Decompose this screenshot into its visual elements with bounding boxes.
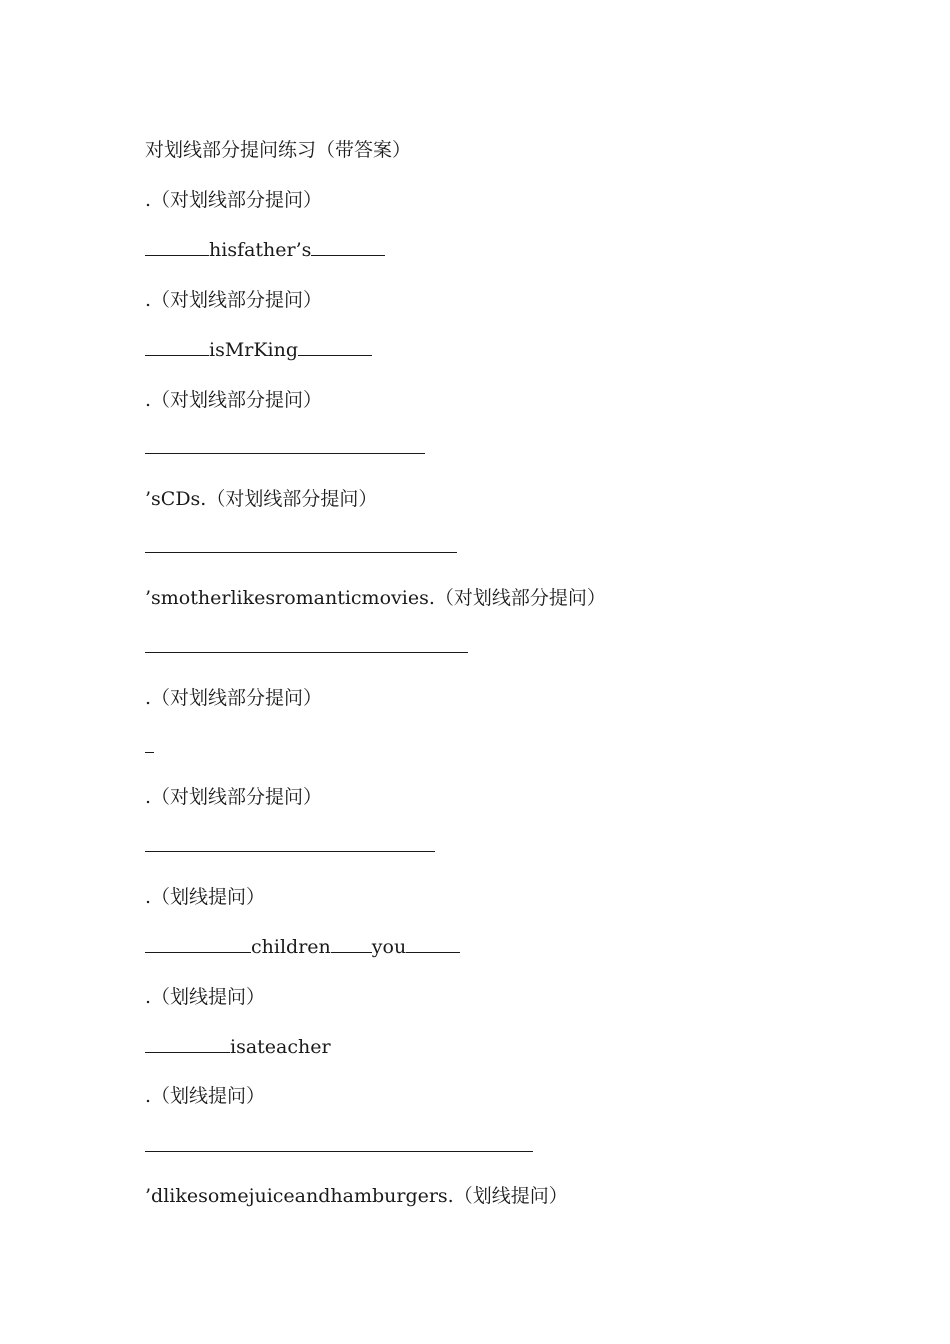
answer-blank: [145, 354, 209, 356]
answer-blank: [311, 254, 385, 256]
answer-blank: [406, 951, 460, 953]
answer-line: [145, 1035, 331, 1059]
answer-line: [145, 1134, 533, 1158]
answer-line: [145, 436, 425, 460]
question-prompt: .（对划线部分提问）: [145, 189, 323, 211]
question-prompt: ’smotherlikesromanticmovies.（对划线部分提问）: [145, 587, 606, 609]
answer-blank: [145, 651, 468, 653]
answer-text: children: [251, 936, 331, 958]
answer-blank: [145, 951, 251, 953]
answer-line: [145, 238, 385, 262]
answer-line: [145, 535, 457, 559]
answer-blank: [145, 1051, 230, 1053]
question-prompt: .（对划线部分提问）: [145, 289, 323, 311]
answer-blank: [145, 1150, 533, 1152]
answer-line: [145, 338, 372, 362]
answer-line: [145, 935, 460, 959]
answer-line: [145, 735, 154, 759]
document-title: 对划线部分提问练习（带答案）: [145, 139, 412, 161]
answer-text: isateacher: [230, 1036, 331, 1058]
question-prompt: ’sCDs.（对划线部分提问）: [145, 488, 378, 510]
question-prompt: .（划线提问）: [145, 1085, 266, 1107]
answer-text: you: [371, 936, 407, 958]
question-prompt: .（划线提问）: [145, 886, 266, 908]
answer-blank: [331, 951, 372, 953]
question-prompt: ’dlikesomejuiceandhamburgers.（划线提问）: [145, 1185, 568, 1207]
answer-text: isMrKing: [209, 339, 299, 361]
answer-blank: [145, 551, 457, 553]
question-prompt: .（对划线部分提问）: [145, 389, 323, 411]
question-prompt: .（划线提问）: [145, 986, 266, 1008]
question-prompt: .（对划线部分提问）: [145, 687, 323, 709]
answer-blank: [145, 452, 425, 454]
question-prompt: .（对划线部分提问）: [145, 786, 323, 808]
answer-line: [145, 834, 435, 858]
answer-blank: [145, 254, 209, 256]
answer-text: hisfather’s: [209, 239, 312, 261]
answer-line: [145, 635, 468, 659]
answer-blank: [145, 751, 154, 753]
answer-blank: [145, 850, 435, 852]
answer-blank: [298, 354, 372, 356]
